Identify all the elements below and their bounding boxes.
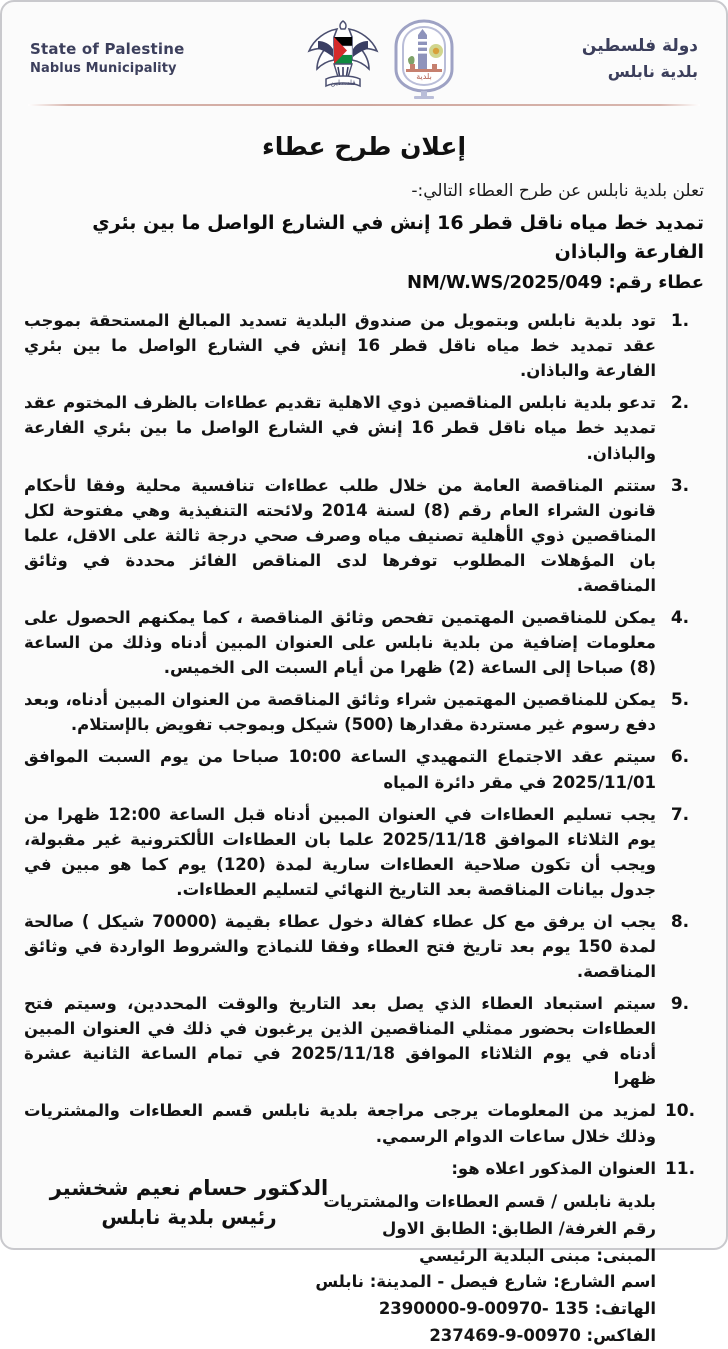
- clause-item: [24, 1098, 704, 1148]
- clause-number: 7.: [670, 804, 690, 825]
- clause-item: [24, 605, 704, 680]
- svg-text:فلسطين: فلسطين: [330, 79, 356, 87]
- signature-block: [24, 1173, 354, 1232]
- title-block: [24, 132, 704, 161]
- clause-body: سيتم استبعاد العطاء الذي يصل بعد التاريخ والوقت المحددين، وسيتم فتح العطاءات بحضور ممثلي المناقصين الذين يرغبون في ذلك في العنوان المبين أدناه في يوم الثلاثاء الموافق 2025/11/18 في تمام الساعة الثانية عشرة ظهرا: [24, 994, 656, 1089]
- svg-text:بلدية: بلدية: [416, 72, 432, 81]
- clause-body: لمزيد من المعلومات يرجى مراجعة بلدية نابلس قسم العطاءات والمشتريات وذلك خلال ساعات الدوام الرسمي.: [24, 1101, 656, 1146]
- clause-body: ستتم المناقصة العامة من خلال طلب عطاءات تنافسية محلية وفقا لأحكام قانون الشراء العام رقم (8) لسنة 2014 ولائحته التنفيذية وهي مفتوحة لكل المناقصين ذوي الأهلية تصنيف مياه وصرف صحي درجة ثالثة على الاقل، علما بان المؤهلات المطلوب توفرها لدى المناقص الفائز محددة في وثائق المناقصة.: [24, 475, 656, 595]
- clause-body: يمكن للمناقصين المهتمين تفحص وثائق المناقصة ، كما يمكنهم الحصول على معلومات إضافية من بلدية نابلس على العنوان المبين أدناه وذلك من الساعة (8) صباحا إلى الساعة (2) ظهرا من أيام السبت الى الخميس.: [24, 608, 656, 678]
- emblems-group: [304, 17, 462, 101]
- letterhead-arabic-line1: دولة فلسطين: [581, 36, 698, 57]
- clause-number: 10.: [664, 1101, 696, 1122]
- clause-item: [24, 473, 704, 598]
- intro-block: [24, 179, 704, 298]
- clause-item: [24, 308, 704, 383]
- address-street-city: اسم الشارع: شارع فيصل - المدينة: نابلس: [315, 1272, 656, 1292]
- clause-body: يمكن للمناقصين المهتمين شراء وثائق المناقصة من العنوان المبين أدناه، وبعد دفع رسوم غير مستردة مقدارها (500) شيكل وبموجب تفويض بالإستلام.: [24, 690, 656, 735]
- clause-item: [24, 909, 704, 984]
- tender-number: عطاء رقم: NM/W.WS/2025/049: [406, 272, 704, 294]
- letterhead-english: [30, 39, 184, 80]
- clause-body: يجب تسليم العطاءات في العنوان المبين أدناه قبل الساعة 12:00 ظهرا من يوم الثلاثاء الموافق 2025/11/18 علما بان العطاءات الألكترونية غير مقبولة، ويجب أن تكون صلاحية العطاءات سارية لمدة (120) يوم كما هو مبين في جدول بيانات المناقصة بعد التاريخ النهائي لتسليم العطاءات.: [24, 804, 656, 899]
- clause-number: 5.: [670, 690, 690, 711]
- address-fax: الفاكس: 00970-9-237469: [429, 1325, 656, 1345]
- address-phone: الهاتف: 135 -00970-9-2390000: [378, 1298, 656, 1318]
- clause-body: العنوان المذكور اعلاه هو:: [451, 1158, 656, 1178]
- clause-number: 11.: [664, 1158, 696, 1179]
- clause-item: [24, 390, 704, 465]
- clause-number: 8.: [670, 911, 690, 932]
- address-department: بلدية نابلس / قسم العطاءات والمشتريات: [323, 1192, 656, 1212]
- clause-number: 1.: [670, 311, 690, 332]
- signatory-role: رئيس بلدية نابلس: [101, 1205, 277, 1229]
- intro-text: تعلن بلدية نابلس عن طرح العطاء التالي:-: [411, 181, 704, 201]
- address-building: المبنى: مبنى البلدية الرئيسي: [419, 1245, 656, 1265]
- clause-number: 6.: [670, 747, 690, 768]
- header-divider: [28, 104, 700, 106]
- letterhead-english-line2: Nablus Municipality: [30, 61, 177, 77]
- letterhead: [24, 16, 704, 102]
- clause-list: [24, 308, 704, 1182]
- page-title: إعلان طرح عطاء: [261, 132, 467, 161]
- clause-number: 2.: [670, 393, 690, 414]
- clause-body: تود بلدية نابلس وبتمويل من صندوق البلدية تسديد المبالغ المستحقة بموجب عقد تمديد خط مياه ناقل قطر 16 إنش في الشارع الواصل ما بين بئري الفارعة والباذان.: [24, 311, 656, 381]
- palestine-coat-of-arms-eagle-icon: [304, 17, 382, 101]
- clause-number: 3.: [670, 475, 690, 496]
- nablus-municipality-emblem-icon: [386, 17, 462, 101]
- clause-item: [24, 802, 704, 902]
- letterhead-english-line1: State of Palestine: [30, 39, 185, 58]
- letterhead-arabic: [582, 34, 698, 84]
- address-room-floor: رقم الغرفة/ الطابق: الطابق الاول: [382, 1218, 656, 1238]
- clause-item: [24, 991, 704, 1091]
- clause-item: [24, 744, 704, 794]
- clause-body: تدعو بلدية نابلس المناقصين ذوي الاهلية تقديم عطاءات بالظرف المختوم عقد تمديد خط مياه ناقل قطر 16 إنش في الشارع الواصل ما بين بئري الفارعة والباذان.: [24, 393, 657, 463]
- signatory-name: الدكتور حسام نعيم شخشير: [49, 1175, 329, 1200]
- clause-number: 9.: [670, 994, 690, 1015]
- clause-body: يجب ان يرفق مع كل عطاء كفالة دخول عطاء بقيمة (70000 شيكل ) صالحة لمدة 150 يوم بعد تاريخ فتح العطاء وفقا للنماذج والشروط الواردة في وثائق المناقصة.: [24, 911, 657, 982]
- letterhead-arabic-line2: بلدية نابلس: [607, 61, 698, 81]
- clause-item: [24, 687, 704, 737]
- tender-subject: تمديد خط مياه ناقل قطر 16 إنش في الشارع الواصل ما بين بئري الفارعة والباذان: [92, 211, 704, 263]
- clause-number: 4.: [670, 608, 690, 629]
- clause-body: سيتم عقد الاجتماع التمهيدي الساعة 10:00 صباحا من يوم السبت الموافق 2025/11/01 في مقر دائرة المياه: [24, 747, 656, 792]
